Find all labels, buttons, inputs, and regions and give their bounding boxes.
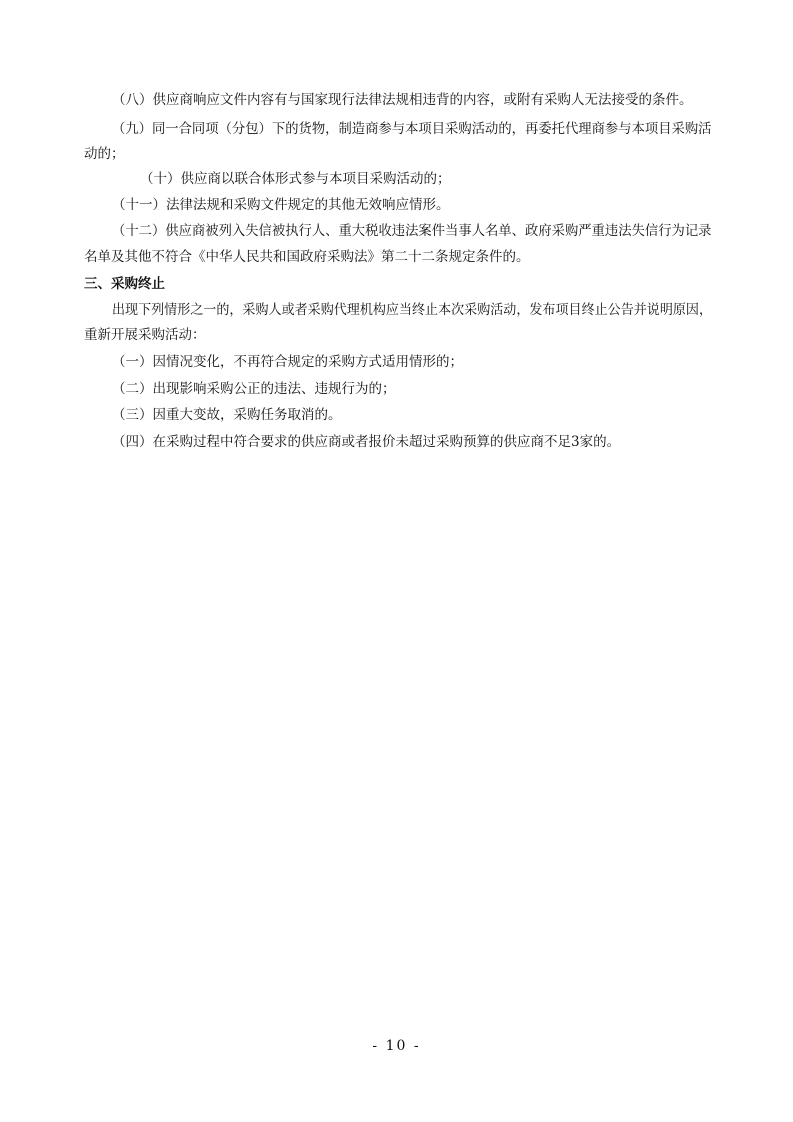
clause-9: （九）同一合同项（分包）下的货物，制造商参与本项目采购活动的，再委托代理商参与本项目采购活	[112, 121, 712, 137]
clause-12-cont: 名单及其他不符合《中华人民共和国政府采购法》第二十二条规定条件的。	[84, 249, 530, 265]
page-number: - 10 -	[372, 1038, 421, 1054]
section-heading: 三、采购终止	[84, 276, 165, 292]
termination-item-3: （三）因重大变故，采购任务取消的。	[112, 407, 342, 423]
clause-12: （十二）供应商被列入失信被执行人、重大税收违法案件当事人名单、政府采购严重违法失信行为记录	[112, 223, 712, 239]
intro-paragraph: 出现下列情形之一的，采购人或者采购代理机构应当终止本次采购活动，发布项目终止公告并说明原因，	[112, 302, 712, 318]
clause-8: （八）供应商响应文件内容有与国家现行法律法规相违背的内容，或附有采购人无法接受的条件。	[112, 92, 693, 108]
clause-9-cont: 动的；	[84, 146, 125, 162]
termination-item-4: （四）在采购过程中符合要求的供应商或者报价未超过采购预算的供应商不足3家的。	[112, 434, 621, 450]
termination-item-2: （二）出现影响采购公正的违法、违规行为的；	[112, 381, 396, 397]
termination-item-1: （一）因情况变化，不再符合规定的采购方式适用情形的；	[112, 354, 463, 370]
clause-10: （十）供应商以联合体形式参与本项目采购活动的；	[140, 171, 451, 187]
intro-paragraph-cont: 重新开展采购活动：	[84, 327, 206, 343]
clause-11: （十一）法律法规和采购文件规定的其他无效响应情形。	[112, 197, 450, 213]
